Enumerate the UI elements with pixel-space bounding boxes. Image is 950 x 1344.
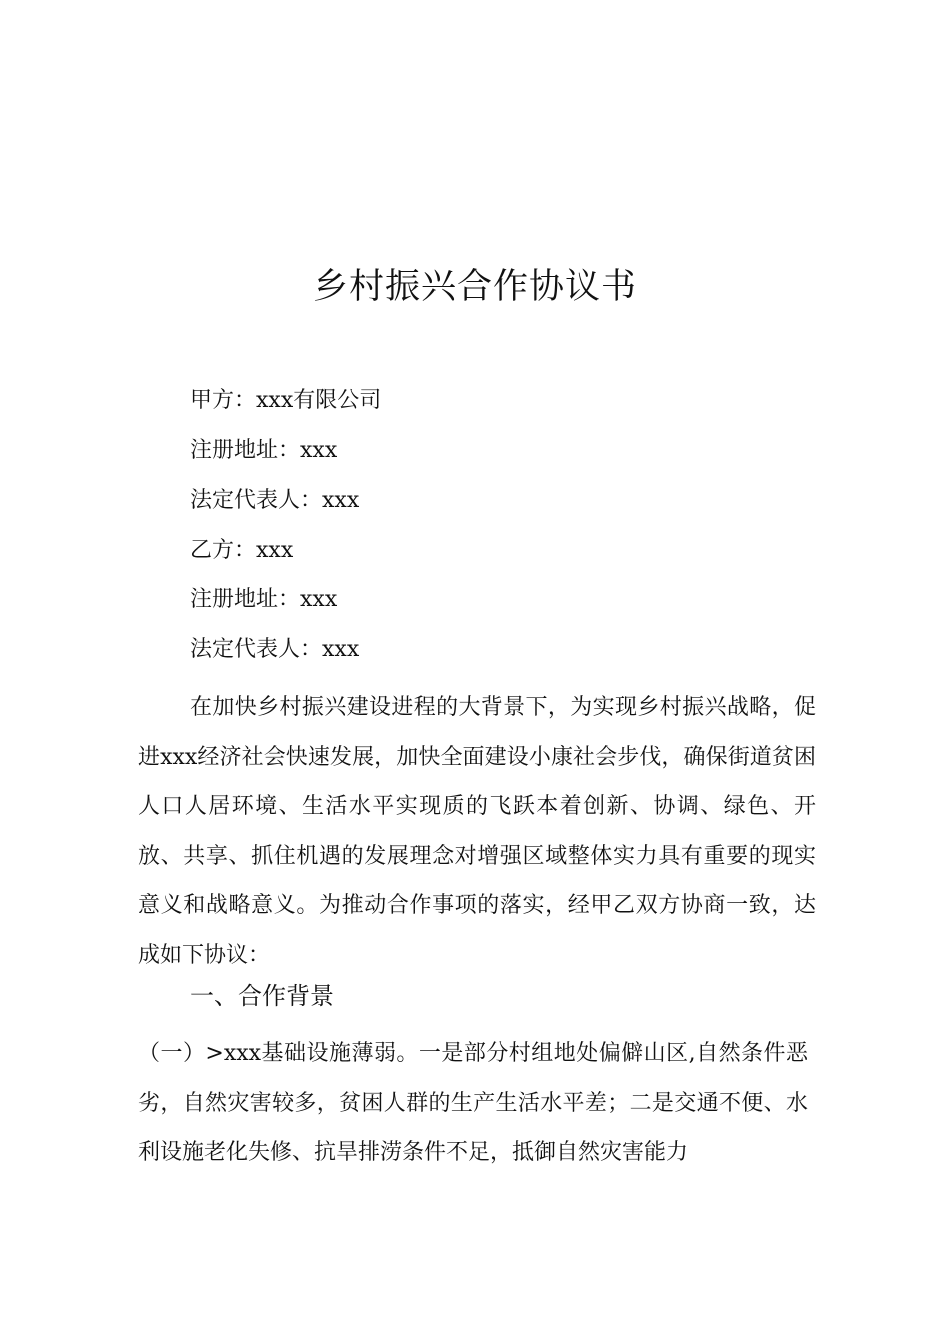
party-a-name: 甲方：xxx有限公司 xyxy=(190,388,382,413)
document-title: 乡村振兴合作协议书 xyxy=(312,267,637,307)
party-b-address: 注册地址：xxx xyxy=(190,587,338,612)
intro-paragraph: 在加快乡村振兴建设进程的大背景下，为实现乡村振兴战略，促进xxx经济社会快速发展，加快全面建设小康社会步伐，确保街道贫困人口人居环境、生活水平实现质的飞跃本着创新、协调、绿色、开放、共享、抓住机遇的发展理念对增强区域整体实力具有重要的现实意义和战略意义。为推动合作事项的落实，经甲乙双方协商一致，达成如下协议： xyxy=(138,695,816,968)
party-b-representative: 法定代表人：xxx xyxy=(190,637,360,662)
party-a-representative: 法定代表人：xxx xyxy=(190,488,360,513)
section-heading-cooperation-background: 一、合作背景 xyxy=(190,982,334,1010)
party-b-name: 乙方：xxx xyxy=(190,538,294,563)
party-a-address: 注册地址：xxx xyxy=(190,438,338,463)
section-paragraph: （一）>xxx基础设施薄弱。一是部分村组地处偏僻山区,自然条件恶劣，自然灾害较多，贫困人群的生产生活水平差；二是交通不便、水利设施老化失修、抗旱排涝条件不足，抵御自然灾害能力 xyxy=(138,1041,808,1166)
